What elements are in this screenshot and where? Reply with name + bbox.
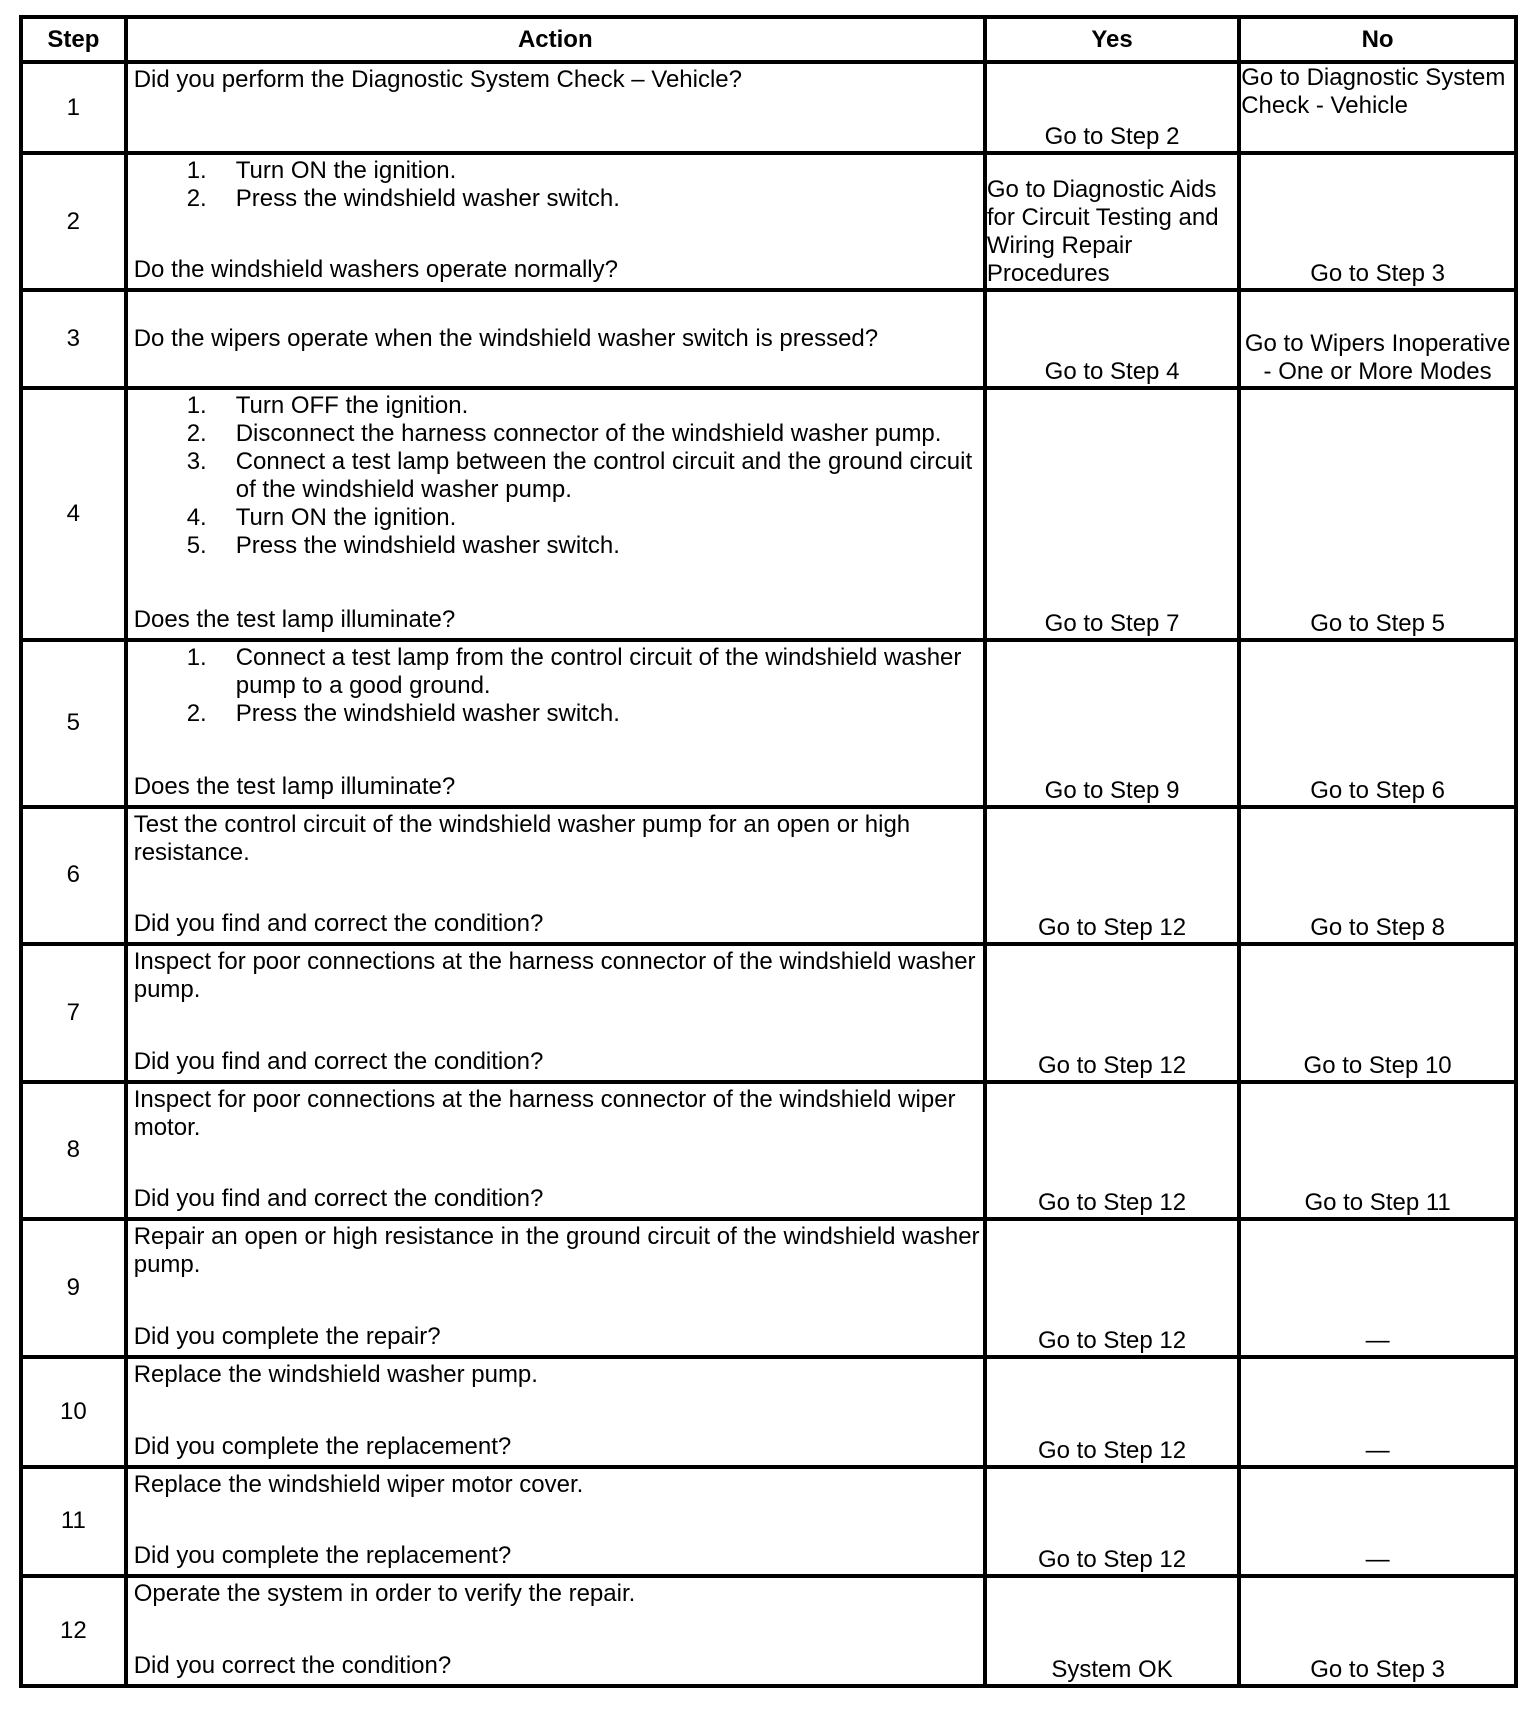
header-row bbox=[21, 17, 1516, 62]
action-text: Inspect for poor connections at the harness connector of the windshield washer pump. bbox=[133, 948, 976, 1004]
action-cell bbox=[126, 290, 985, 388]
action-cell bbox=[126, 1219, 985, 1357]
table-row bbox=[21, 1082, 1516, 1220]
action-text: Repair an open or high resistance in the ground circuit of the windshield washer pump. bbox=[133, 1223, 980, 1279]
step-number: 9 bbox=[21, 1219, 126, 1357]
yes-cell: System OK bbox=[985, 1576, 1239, 1686]
yes-cell: Go to Step 12 bbox=[985, 1467, 1239, 1575]
step-number: 11 bbox=[21, 1467, 126, 1575]
action-question: Do the windshield washers operate normally? bbox=[133, 255, 618, 283]
action-cell bbox=[126, 1576, 985, 1686]
list-item: 4. Turn ON the ignition. bbox=[186, 504, 457, 532]
header-no: No bbox=[1239, 17, 1516, 62]
table-row bbox=[21, 1467, 1516, 1575]
table-row bbox=[21, 1219, 1516, 1357]
yes-cell: Go to Step 7 bbox=[985, 388, 1239, 640]
action-cell bbox=[126, 944, 985, 1082]
list-item: 1. Connect a test lamp from the control circuit of the windshield washer pump to a good ground. bbox=[186, 644, 962, 700]
yes-cell: Go to Step 4 bbox=[985, 290, 1239, 388]
step-number: 5 bbox=[21, 640, 126, 807]
action-cell bbox=[126, 1467, 985, 1575]
no-cell: Go to Wipers Inoperative - One or More Modes bbox=[1239, 290, 1516, 388]
yes-cell: Go to Step 9 bbox=[985, 640, 1239, 807]
yes-cell: Go to Diagnostic Aids for Circuit Testing and Wiring Repair Procedures bbox=[985, 153, 1239, 290]
action-text: Did you perform the Diagnostic System Check – Vehicle? bbox=[133, 66, 743, 93]
instruction-list bbox=[134, 644, 983, 728]
table-row bbox=[21, 640, 1516, 807]
action-question: Did you complete the replacement? bbox=[133, 1433, 512, 1461]
no-cell: Go to Step 6 bbox=[1239, 640, 1516, 807]
step-number: 12 bbox=[21, 1576, 126, 1686]
table-row bbox=[21, 290, 1516, 388]
action-text: Inspect for poor connections at the harness connector of the windshield wiper motor. bbox=[133, 1085, 956, 1141]
no-cell: Go to Step 5 bbox=[1239, 388, 1516, 640]
list-item: 2. Press the windshield washer switch. bbox=[186, 700, 620, 728]
step-number: 8 bbox=[21, 1082, 126, 1220]
action-question: Does the test lamp illuminate? bbox=[133, 606, 456, 634]
step-number: 4 bbox=[21, 388, 126, 640]
action-cell bbox=[126, 62, 985, 153]
no-cell: Go to Step 10 bbox=[1239, 944, 1516, 1082]
action-cell bbox=[126, 388, 985, 640]
table-row bbox=[21, 807, 1516, 945]
table-row bbox=[21, 944, 1516, 1082]
step-number: 1 bbox=[21, 62, 126, 153]
action-text: Operate the system in order to verify the repair. bbox=[133, 1579, 636, 1607]
diagnostic-table bbox=[19, 15, 1518, 1688]
yes-cell: Go to Step 12 bbox=[985, 807, 1239, 945]
yes-cell: Go to Step 2 bbox=[985, 62, 1239, 153]
table-row bbox=[21, 1357, 1516, 1467]
step-number: 2 bbox=[21, 153, 126, 290]
action-cell bbox=[126, 1357, 985, 1467]
action-question: Did you complete the repair? bbox=[133, 1322, 441, 1350]
action-question: Does the test lamp illuminate? bbox=[133, 772, 456, 800]
list-item: 1. Turn OFF the ignition. bbox=[186, 392, 469, 420]
no-cell: — bbox=[1239, 1467, 1516, 1575]
action-question: Did you find and correct the condition? bbox=[133, 1185, 544, 1213]
yes-cell: Go to Step 12 bbox=[985, 1357, 1239, 1467]
no-cell: Go to Step 3 bbox=[1239, 153, 1516, 290]
step-number: 7 bbox=[21, 944, 126, 1082]
action-question: Did you find and correct the condition? bbox=[133, 910, 544, 938]
yes-cell: Go to Step 12 bbox=[985, 1219, 1239, 1357]
action-text: Replace the windshield wiper motor cover. bbox=[133, 1471, 584, 1499]
no-cell: — bbox=[1239, 1357, 1516, 1467]
table-row bbox=[21, 1576, 1516, 1686]
list-item: 3. Connect a test lamp between the control circuit and the ground circuit of the windshield washer pump. bbox=[186, 448, 973, 504]
action-text: Test the control circuit of the windshield washer pump for an open or high resistance. bbox=[133, 810, 911, 866]
action-cell bbox=[126, 640, 985, 807]
action-cell bbox=[126, 1082, 985, 1220]
step-number: 3 bbox=[21, 290, 126, 388]
action-question: Did you complete the replacement? bbox=[133, 1541, 512, 1569]
action-cell bbox=[126, 807, 985, 945]
list-item: 2. Press the windshield washer switch. bbox=[186, 185, 620, 213]
action-question: Did you correct the condition? bbox=[133, 1652, 452, 1679]
list-item: 5. Press the windshield washer switch. bbox=[186, 532, 620, 560]
instruction-list bbox=[134, 157, 983, 213]
table-row bbox=[21, 388, 1516, 640]
no-cell: Go to Step 8 bbox=[1239, 807, 1516, 945]
no-cell: Go to Step 11 bbox=[1239, 1082, 1516, 1220]
yes-cell: Go to Step 12 bbox=[985, 944, 1239, 1082]
table-row bbox=[21, 62, 1516, 153]
no-cell: Go to Diagnostic System Check - Vehicle bbox=[1239, 62, 1516, 153]
list-item: 2. Disconnect the harness connector of the windshield washer pump. bbox=[186, 420, 942, 448]
instruction-list bbox=[134, 392, 983, 560]
step-number: 6 bbox=[21, 807, 126, 945]
header-action: Action bbox=[126, 17, 985, 62]
action-question: Did you find and correct the condition? bbox=[133, 1047, 544, 1075]
header-yes: Yes bbox=[985, 17, 1239, 62]
yes-cell: Go to Step 12 bbox=[985, 1082, 1239, 1220]
action-text: Replace the windshield washer pump. bbox=[133, 1360, 538, 1388]
action-cell bbox=[126, 153, 985, 290]
list-item: 1. Turn ON the ignition. bbox=[186, 157, 457, 185]
header-step: Step bbox=[21, 17, 126, 62]
no-cell: — bbox=[1239, 1219, 1516, 1357]
step-number: 10 bbox=[21, 1357, 126, 1467]
action-question: Do the wipers operate when the windshield washer switch is pressed? bbox=[133, 325, 879, 352]
table-row bbox=[21, 153, 1516, 290]
no-cell: Go to Step 3 bbox=[1239, 1576, 1516, 1686]
